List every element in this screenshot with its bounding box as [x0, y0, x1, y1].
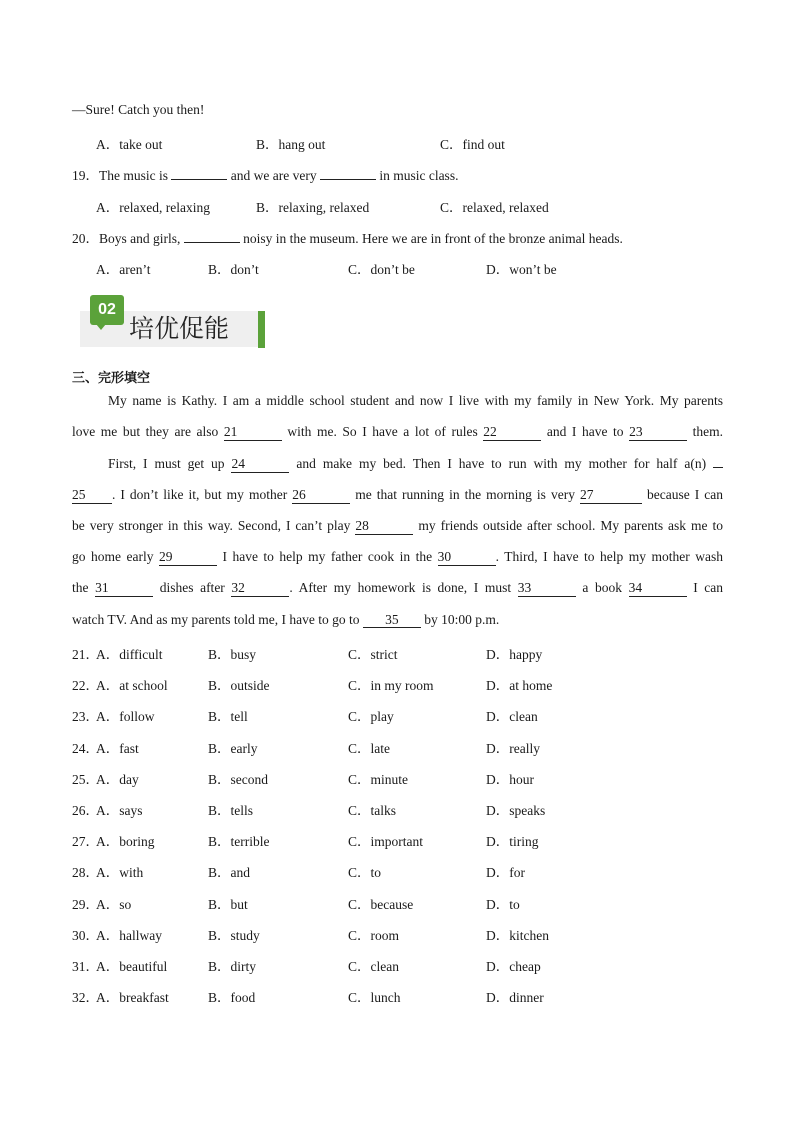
passage-text: me that running in the morning is very	[355, 487, 575, 502]
passage-text: by 10:00 p.m.	[424, 612, 500, 627]
banner-title: 培优促能	[129, 314, 230, 343]
blank-31: 31	[95, 580, 153, 597]
option-a: A．hallway	[96, 927, 162, 943]
option-b: B．tell	[208, 709, 248, 725]
option-d: D．kitchen	[486, 927, 549, 943]
option-d: D．really	[486, 740, 540, 756]
option-b: B．early	[208, 740, 258, 756]
blank-34: 34	[629, 580, 687, 597]
passage-text: . After my homework is done, I must	[289, 580, 512, 595]
passage-text: watch TV. And as my parents told me, I have to go to	[72, 612, 360, 627]
option-a: A．boring	[96, 834, 155, 850]
option-b: B．don’t	[208, 262, 259, 277]
option-d: D．tiring	[486, 834, 539, 850]
option-d: D．hour	[486, 771, 534, 787]
passage-text: First, I must get up	[108, 456, 225, 471]
option-c: C．play	[348, 709, 394, 725]
option-d: D．happy	[486, 647, 543, 662]
question-row	[0, 893, 794, 913]
question-number: 29．	[72, 896, 99, 912]
passage-text: the	[72, 580, 89, 595]
section-title: 三、完形填空	[72, 371, 151, 386]
question-row	[0, 861, 794, 881]
passage-text: be very stronger in this way. Second, I can’t play	[72, 518, 351, 533]
option-a: A．so	[96, 896, 132, 912]
blank-22: 22	[483, 424, 541, 441]
option-b: B．busy	[208, 647, 257, 662]
option-a: A．says	[96, 803, 143, 818]
option-c: C．room	[348, 927, 400, 943]
question-number: 25．	[72, 771, 99, 787]
passage-text: my friends outside after school. My parents ask me to	[418, 518, 723, 533]
option-a: A．aren’t	[96, 262, 151, 277]
passage-line	[72, 424, 723, 441]
blank-28: 28	[355, 518, 413, 535]
option-a: A．with	[96, 865, 144, 881]
question-text: The music is	[99, 168, 168, 183]
option-b: B．outside	[208, 678, 270, 694]
question-number: 30．	[72, 927, 99, 943]
blank-35: 35	[363, 613, 421, 628]
question-number: 31．	[72, 959, 99, 974]
options-row-19	[0, 196, 794, 216]
passage-text: I have to help my father cook in the	[222, 549, 433, 564]
answer-blank	[171, 179, 227, 180]
option-c: C．clean	[348, 959, 399, 974]
option-b: B．dirty	[208, 959, 257, 974]
option-c: C．don’t be	[348, 262, 415, 277]
answer-blank	[184, 242, 240, 243]
question-row	[0, 737, 794, 757]
passage-line	[72, 518, 723, 535]
question-number: 26．	[72, 803, 99, 818]
question-19	[72, 164, 458, 184]
option-c: C．talks	[348, 803, 397, 818]
passage-text: . Third, I have to help my mother wash	[495, 549, 724, 564]
question-number: 28．	[72, 865, 99, 881]
question-number: 27．	[72, 834, 99, 850]
question-number: 20．	[72, 231, 99, 246]
answer-blank	[320, 179, 376, 180]
option-d: D．speaks	[486, 803, 546, 818]
option-a: A．take out	[96, 137, 163, 152]
blank-33: 33	[518, 580, 576, 597]
option-c: C．important	[348, 834, 423, 850]
option-c: C．relaxed, relaxed	[440, 200, 549, 215]
passage-text: because I can	[647, 487, 724, 502]
option-d: D．dinner	[486, 990, 544, 1006]
option-c: C．lunch	[348, 990, 401, 1006]
option-d: D．for	[486, 865, 525, 881]
question-number: 21．	[72, 647, 99, 662]
passage-text: go home early	[72, 549, 154, 564]
dialog-line: —Sure! Catch you then!	[72, 102, 205, 117]
option-c: C．late	[348, 740, 390, 756]
question-text: noisy in the museum. Here we are in front of the bronze animal heads.	[243, 231, 623, 246]
question-20	[72, 227, 623, 247]
option-c: C．strict	[348, 647, 398, 662]
blank-29: 29	[159, 549, 217, 566]
question-text: and we are very	[230, 168, 317, 183]
blank-30: 30	[438, 549, 496, 566]
option-d: D．won’t be	[486, 262, 557, 277]
blank-26: 26	[292, 487, 350, 504]
question-row	[0, 924, 794, 944]
option-b: B．relaxing, relaxed	[256, 200, 370, 215]
option-d: D．at home	[486, 678, 553, 694]
blank-25: 25	[72, 487, 112, 504]
options-row-20	[0, 258, 794, 278]
question-row	[0, 986, 794, 1006]
option-b: B．and	[208, 865, 250, 881]
question-number: 24．	[72, 740, 99, 756]
passage-text: with me. So I have a lot of rules	[287, 424, 478, 439]
passage-line	[108, 456, 723, 473]
blank-24: 24	[231, 456, 289, 473]
option-b: B．tells	[208, 803, 254, 818]
question-row	[0, 768, 794, 788]
passage-line	[72, 487, 723, 504]
question-row	[0, 955, 794, 975]
passage-text: and make my bed. Then I have to run with my mother for half a(n)	[296, 456, 707, 471]
blank-23: 23	[629, 424, 687, 441]
option-c: C．minute	[348, 771, 408, 787]
option-a: A．at school	[96, 678, 168, 694]
blank-32: 32	[231, 580, 289, 597]
section-banner	[80, 293, 267, 349]
blank-21: 21	[224, 424, 282, 441]
passage-line	[72, 549, 723, 566]
option-a: A．relaxed, relaxing	[96, 200, 210, 215]
banner-accent-bar	[258, 311, 265, 348]
option-c: C．in my room	[348, 678, 434, 694]
question-number: 22．	[72, 678, 99, 694]
blank-27: 27	[580, 487, 642, 504]
option-a: A．day	[96, 771, 139, 787]
option-b: B．hang out	[256, 137, 326, 152]
badge-tail-icon	[96, 324, 106, 330]
question-row	[0, 799, 794, 819]
question-row	[0, 674, 794, 694]
option-c: C．find out	[440, 137, 505, 152]
option-b: B．study	[208, 927, 260, 943]
blank-25-start	[713, 467, 723, 468]
option-d: D．to	[486, 896, 520, 912]
passage-text: . I don’t like it, but my mother	[112, 487, 288, 502]
passage-line	[72, 612, 499, 628]
question-row	[0, 705, 794, 725]
passage-text: I can	[693, 580, 724, 595]
banner-badge: 02	[90, 295, 124, 325]
question-row	[0, 830, 794, 850]
option-b: B．but	[208, 896, 248, 912]
option-a: A．breakfast	[96, 990, 169, 1006]
question-number: 19．	[72, 168, 99, 183]
option-c: C．because	[348, 896, 414, 912]
question-number: 32．	[72, 990, 99, 1006]
option-a: A．fast	[96, 740, 139, 756]
options-row-18	[0, 133, 794, 153]
option-b: B．food	[208, 990, 256, 1006]
passage-text: them.	[692, 424, 723, 439]
question-text: Boys and girls,	[99, 231, 181, 246]
passage-text: a book	[582, 580, 622, 595]
option-c: C．to	[348, 865, 382, 881]
passage-line	[72, 580, 723, 597]
option-b: B．terrible	[208, 834, 270, 850]
question-text: in music class.	[379, 168, 459, 183]
passage-text: love me but they are also	[72, 424, 219, 439]
question-row	[0, 643, 794, 663]
option-a: A．difficult	[96, 647, 163, 662]
option-d: D．clean	[486, 709, 538, 725]
passage-line: My name is Kathy. I am a middle school student and now I live with my family in New York. My parents	[108, 393, 723, 408]
passage-text: and I have to	[546, 424, 624, 439]
option-a: A．beautiful	[96, 959, 168, 974]
option-d: D．cheap	[486, 959, 541, 974]
passage-text: dishes after	[159, 580, 225, 595]
option-b: B．second	[208, 771, 268, 787]
question-number: 23．	[72, 709, 99, 725]
option-a: A．follow	[96, 709, 155, 725]
